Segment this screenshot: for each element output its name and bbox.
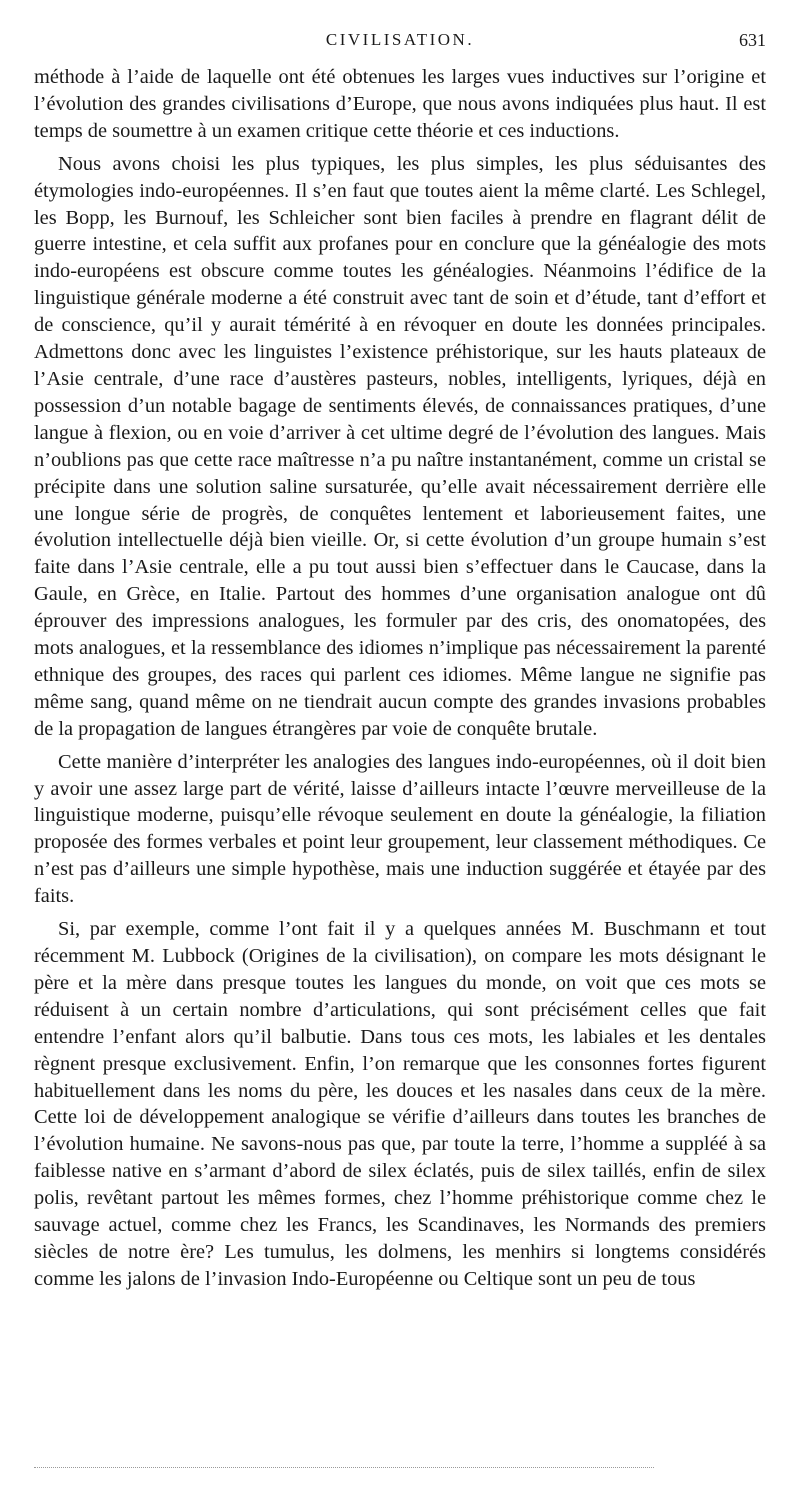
paragraph-etymologies: Nous avons choisi les plus typiques, les plus simples, les plus séduisantes des étymologies indo-européennes. Il s’en faut que toutes aient la même clarté. Les Schlegel, les Bopp, les Burnouf, les Schleicher sont bien faciles à prendre en flagrant délit de guerre intestine, et cela suffit aux profanes pour en conclure que la généalogie des mots indo-européens est obscure comme toutes les généalogies. Néanmoins l’édifice de la linguistique générale moderne a été construit avec tant de soin et d’étude, tant d’effort et de conscience, qu’il y aurait témérité à en révoquer en doute les données principales. Admettons donc avec les linguistes l’existence préhistorique, sur les hauts plateaux de l’Asie centrale, d’une race d’austères pasteurs, nobles, intelligents, lyriques, déjà en possession d’un notable bagage de sentiments élevés, de connaissances pratiques, d’une langue à flexion, ou en voie d’arriver à cet ultime degré de l’évolution des langues. Mais n’oublions pas que cette race maîtresse n’a pu naître instantanément, comme un cristal se précipite dans une solution saline sursaturée, qu’elle avait nécessairement derrière elle une longue série de progrès, de conquêtes lentement et laborieusement faites, une évolution intellectuelle déjà bien vieille. Or, si cette évolution d’un groupe humain s’est faite dans l’Asie centrale, elle a pu tout aussi bien s’effectuer dans le Caucase, dans la Gaule, en Grèce, en Italie. Partout des hommes d’une organisation analogue ont dû éprouver des impressions analogues, les formuler par des cris, des onomatopées, des mots analogues, et la ressemblance des idiomes n’implique pas nécessairement la parenté ethnique des groupes, des races qui parlent ces idiomes. Même langue ne signifie pas même sang, quand même on ne tiendrait aucun compte des grandes invasions probables de la propagation de langues étrangères par voie de conquête brutale. bbox=[34, 152, 766, 740]
running-head bbox=[34, 30, 766, 54]
paragraph-continuation: méthode à l’aide de laquelle ont été obtenues les larges vues inductives sur l’origine et l’évolution des grandes civilisations d’Europe, que nous avons indiquées plus haut. Il est temps de soumettre à un examen critique cette théorie et ces inductions. bbox=[34, 66, 766, 142]
paragraph-interpretation: Cette manière d’interpréter les analogies des langues indo-européennes, où il doit bien y avoir une assez large part de vérité, laisse d’ailleurs intacte l’œuvre merveilleuse de la linguistique moderne, puisqu’elle révoque seulement en doute la généalogie, la filiation proposée des formes verbales et point leur groupement, leur classement méthodiques. Ce n’est pas d’ailleurs une simple hypothèse, mais une induction suggérée et étayée par des faits. bbox=[34, 750, 766, 908]
running-title: CIVILISATION. bbox=[325, 30, 475, 49]
footer-dotted-rule bbox=[34, 1467, 654, 1468]
body-text bbox=[34, 64, 766, 1293]
page-number: 631 bbox=[739, 30, 766, 50]
paragraph-example: Si, par exemple, comme l’ont fait il y a quelques années M. Buschmann et tout récemment M. Lubbock (Origines de la civilisation), on compare les mots désignant le père et la mère dans presque toutes les langues du monde, on voit que ces mots se réduisent à un certain nombre d’articulations, qui sont précisément celles que fait entendre l’enfant alors qu’il balbutie. Dans tous ces mots, les labiales et les dentales règnent presque exclusivement. Enfin, l’on remarque que les consonnes fortes figurent habituellement dans les noms du père, les douces et les nasales dans ceux de la mère. Cette loi de développement analogique se vérifie d’ailleurs dans toutes les branches de l’évolution humaine. Ne savons-nous pas que, par toute la terre, l’homme a suppléé à sa faiblesse native en s’armant d’abord de silex éclatés, puis de silex taillés, enfin de silex polis, revêtant partout les mêmes formes, chez l’homme préhistorique comme chez le sauvage actuel, comme chez les Francs, les Scandinaves, les Normands des premiers siècles de notre ère? Les tumulus, les dolmens, les menhirs si longtems considérés comme les jalons de l’invasion Indo-Européenne ou Celtique sont un peu de tous bbox=[34, 918, 766, 1290]
